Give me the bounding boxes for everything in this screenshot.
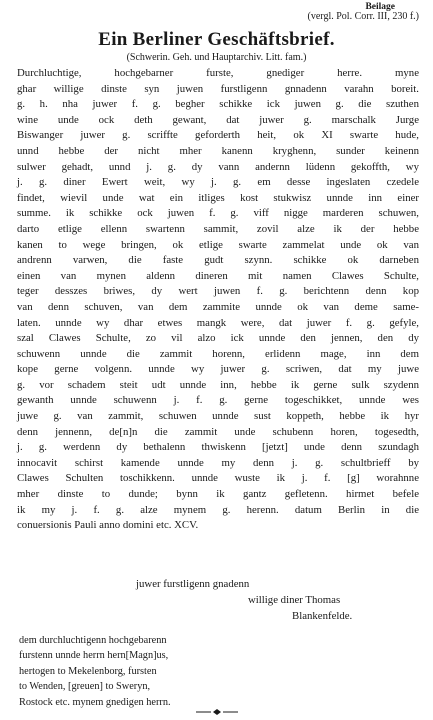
letter-line: schuwenn unnde die zammit horenn, erlidenn mage, inn dem [17,347,419,360]
address-line: to Wenden, [greuen] to Sweryn, [19,681,151,693]
letter-line: ghar willige dinste syn juwen furstligenn gnnadenn varahn boreit. [17,82,419,95]
letter-line: van denn schuven, van dem zammite unnde ok van deme same- [17,300,419,313]
ornament-divider [196,708,238,716]
letter-line: szal Clawes Schulte, zo vil alzo ick unnde den jennen, den dy [17,332,419,345]
letter-line: sulwer gehadt, unnd j. g. dy vann andernn lüdenn gekoffth, wy [17,160,419,173]
address-line: hertogen to Mekelenborg, fursten [19,665,157,677]
address-line: Rostock etc. mynem gnedigen herrn. [19,696,171,708]
supplement-label: Beilage [365,2,395,12]
letter-line: Biswanger juwer g. scriffte geforderth heit, ok XI swarte hude, [17,129,419,142]
address-line: dem durchluchtigenn hochgebarenn [19,635,167,646]
letter-line: einen van mynen aldenn dineren mit namen Clawes Schulte, [17,269,419,282]
archive-source: (Schwerin. Geh. und Hauptarchiv. Litt. fam.) [126,52,307,63]
letter-line: g. vor schadem steit udt unnde inn, hebbe ik gerne sulk szydenn [17,378,419,391]
signature-closing: juwer furstligenn gnadenn [136,578,250,590]
signature-name: willige diner Thomas [248,594,341,606]
letter-line: andrenn varwen, die faste gudt szynn. schikke ok darneben [17,254,419,267]
letter-line: kope gerne volgenn. unnde wy juwer g. scriwen, dat my juwe [17,363,419,376]
letter-line: wine unde ock deth gewant, dat juwer g. marschalk Jurge [17,113,419,126]
letter-line: gewanth unnde schuwenn j. f. g. gerne togeschikket, unnde wes [17,394,419,407]
letter-line: Clawes Schulten toschikkenn. unnde wuste ik j. f. [g] worahnne [17,472,419,485]
letter-body [17,66,419,534]
reference-note: (vergl. Pol. Corr. III, 230 f.) [307,11,419,22]
address-block [19,633,249,710]
letter-line: findet, wievil unde wat ein itliges kost stukwisz unnde inn einer [17,191,419,204]
letter-line: ik my j. f. g. alze mynem g. herenn. datum Berlin in die [17,503,419,516]
letter-line: juwe g. van zammit, schuwen unnde sust koppeth, hebbe ik hyr [17,410,419,423]
letter-line: j. g. werdenn dy bethalenn thwiskenn [jetzt] unde denn szundagh [17,441,419,454]
letter-line: denn jennenn, de[n]n die zammit unde schubenn horen, togesedth, [17,425,419,438]
letter-line: unnd hebbe der nicht mher kanenn kryghenn, sunder keinenn [17,144,419,157]
letter-line: g. h. nha juwer f. g. begher schikke ick juwen g. die szuthen [17,98,419,111]
letter-line: teger desszes briwes, dy wert juwen f. g. berichtenn denn kop [17,285,419,298]
address-line: furstenn unnde herrn hern[Magn]us, [19,650,169,662]
letter-line: kanen to wege bringen, ok etlige swarte zammelat unde ok van [17,238,419,251]
letter-line: mher dinste to dunde; bynn ik gantz gefletenn. hirmet befele [17,488,419,501]
letter-line: Durchluchtige, hochgebarner furste, gnediger herre. myne [17,67,419,79]
document-title: Ein Berliner Geschäftsbrief. [98,29,335,50]
letter-line: summe. ik schikke ock juwen f. g. viff nigge marderen schuwen, [17,207,419,220]
letter-line: laten. unnde wy dhar etwes mangk were, dat juwer f. g. gefyle, [17,316,419,329]
signature-surname: Blankenfelde. [292,610,353,622]
letter-line: innocavit schirst kamende unnde my denn j. g. schultbrieff by [17,456,419,469]
letter-line: j. g. diner Ewert weit, wy j. g. em desse ingeslaten czedele [17,176,419,189]
letter-line: darto etlige ellenn swartenn sammit, zovil alze ik der hebbe [17,222,419,235]
letter-line: conuersionis Pauli anno domini etc. XCV. [17,519,199,532]
